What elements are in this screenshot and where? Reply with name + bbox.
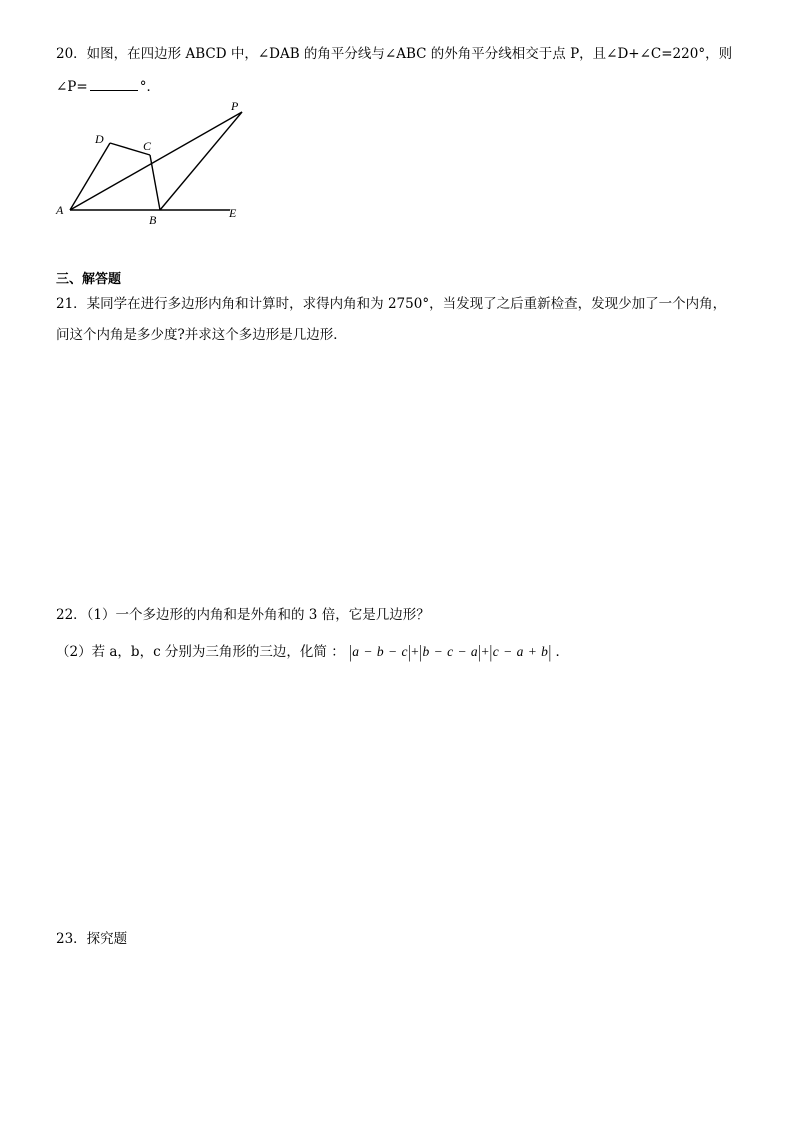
abs-term-2: b − c − a bbox=[422, 644, 479, 659]
q20-answer-blank[interactable] bbox=[90, 78, 138, 91]
abs-term-3: c − a + b bbox=[492, 644, 549, 659]
label-P: P bbox=[231, 99, 239, 113]
q20-answer-prefix: ∠P= bbox=[56, 79, 88, 95]
q20-line1: 20．如图，在四边形 ABCD 中，∠DAB 的角平分线与∠ABC 的外角平分线相交于点 P，且∠D+∠C=220°，则 bbox=[56, 46, 733, 62]
q22-part2 bbox=[56, 643, 569, 661]
q21-line2: 问这个内角是多少度?并求这个多边形是几边形． bbox=[56, 327, 347, 343]
q22-part1: 22．（1）一个多边形的内角和是外角和的 3 倍，它是几边形？ bbox=[56, 607, 430, 623]
label-D: D bbox=[95, 132, 104, 146]
segment-AP bbox=[70, 112, 242, 210]
segment-BP bbox=[160, 112, 242, 210]
q23-title: 23．探究题 bbox=[56, 931, 128, 947]
q20-answer-suffix: °． bbox=[139, 79, 160, 95]
q20-quadrilateral-figure bbox=[52, 98, 252, 233]
label-B: B bbox=[149, 213, 157, 227]
q20-line2 bbox=[56, 78, 160, 96]
abs-term-1: a − b − c bbox=[352, 644, 408, 659]
q22-part2-suffix: ． bbox=[555, 644, 570, 660]
label-A: A bbox=[56, 203, 64, 217]
section-heading: 三、解答题 bbox=[56, 272, 122, 287]
label-E: E bbox=[229, 206, 237, 220]
segment-AD bbox=[70, 143, 110, 210]
q21-line1: 21．某同学在进行多边形内角和计算时，求得内角和为 2750°，当发现了之后重新检查，发现少加了一个内角， bbox=[56, 296, 727, 312]
q22-part2-prefix: （2）若 a，b，c 分别为三角形的三边，化简 ： bbox=[56, 644, 345, 660]
label-C: C bbox=[143, 139, 152, 153]
abs-expression: |a − b − c|+|b − c − a|+|c − a + b| bbox=[349, 641, 552, 662]
